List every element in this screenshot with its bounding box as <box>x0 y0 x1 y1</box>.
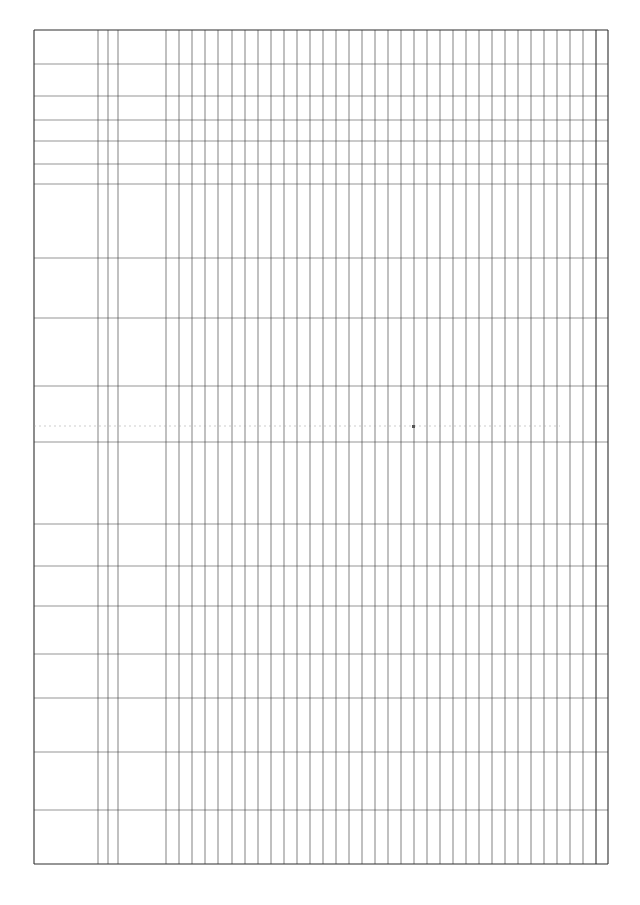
table-frame <box>34 30 608 864</box>
table-row-lines <box>166 30 596 864</box>
table-column-lines <box>34 64 608 810</box>
scan-speck <box>412 425 415 428</box>
table-header-band <box>98 30 118 864</box>
